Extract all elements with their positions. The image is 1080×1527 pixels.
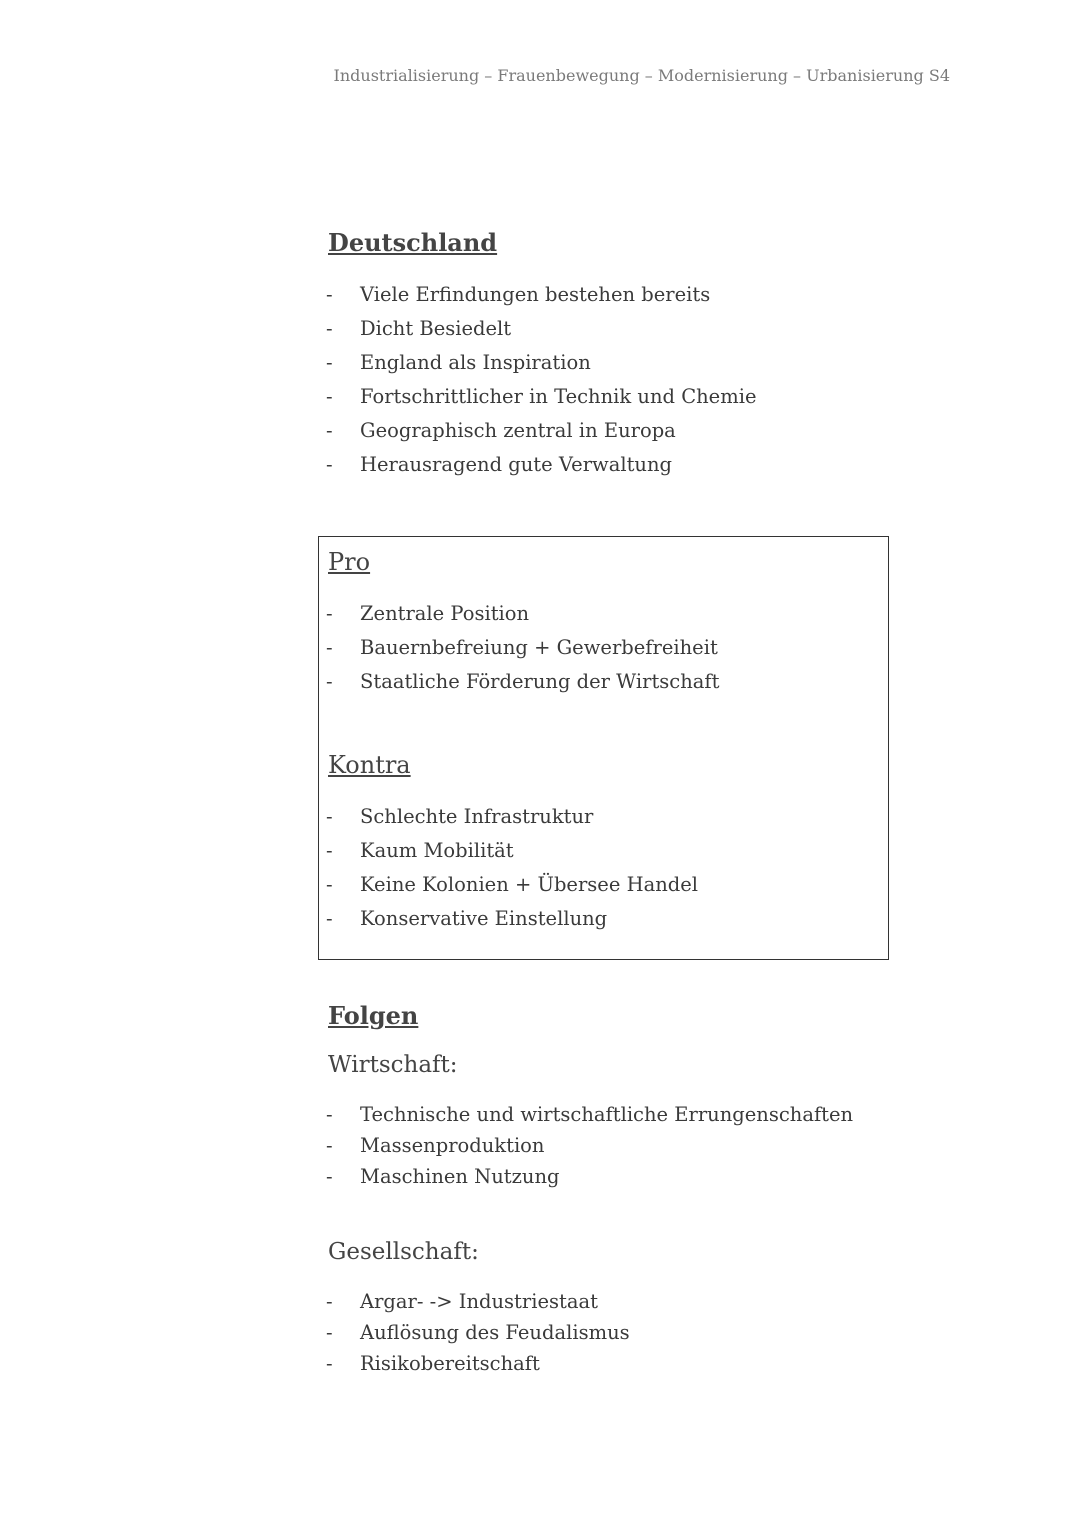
wirtschaft-list <box>326 1102 853 1195</box>
list-item: - Viele Erfindungen bestehen bereits <box>326 283 711 306</box>
deutschland-list <box>326 282 757 486</box>
list-item: - Fortschrittlicher in Technik und Chemie <box>326 385 757 408</box>
list-item: - Dicht Besiedelt <box>326 317 512 340</box>
list-item: - Keine Kolonien + Übersee Handel <box>326 873 699 896</box>
list-item: - Geographisch zentral in Europa <box>326 419 676 442</box>
list-item: - Maschinen Nutzung <box>326 1165 560 1188</box>
list-item: - Bauernbefreiung + Gewerbefreiheit <box>326 636 718 659</box>
gesellschaft-list <box>326 1289 630 1382</box>
section-title-folgen: Folgen <box>328 1001 419 1030</box>
subsection-title-gesellschaft: Gesellschaft: <box>328 1239 479 1265</box>
list-item: - Herausragend gute Verwaltung <box>326 453 673 476</box>
list-item: - Kaum Mobilität <box>326 839 514 862</box>
page-header: Industrialisierung – Frauenbewegung – Modernisierung – Urbanisierung S4 <box>333 66 950 85</box>
section-title-deutschland: Deutschland <box>328 228 498 257</box>
list-item: - Auflösung des Feudalismus <box>326 1321 630 1344</box>
section-title-pro: Pro <box>328 548 371 576</box>
list-item: - Zentrale Position <box>326 602 530 625</box>
list-item: - Staatliche Förderung der Wirtschaft <box>326 670 720 693</box>
list-item: - Risikobereitschaft <box>326 1352 540 1375</box>
list-item: - Technische und wirtschaftliche Errungenschaften <box>326 1103 854 1126</box>
list-item: - Konservative Einstellung <box>326 907 608 930</box>
kontra-list <box>326 804 698 940</box>
list-item: - Massenproduktion <box>326 1134 545 1157</box>
section-title-kontra: Kontra <box>328 751 411 779</box>
pro-list <box>326 601 719 703</box>
subsection-title-wirtschaft: Wirtschaft: <box>328 1052 458 1078</box>
list-item: - Argar- -> Industriestaat <box>326 1290 598 1313</box>
list-item: - Schlechte Infrastruktur <box>326 805 594 828</box>
list-item: - England als Inspiration <box>326 351 591 374</box>
